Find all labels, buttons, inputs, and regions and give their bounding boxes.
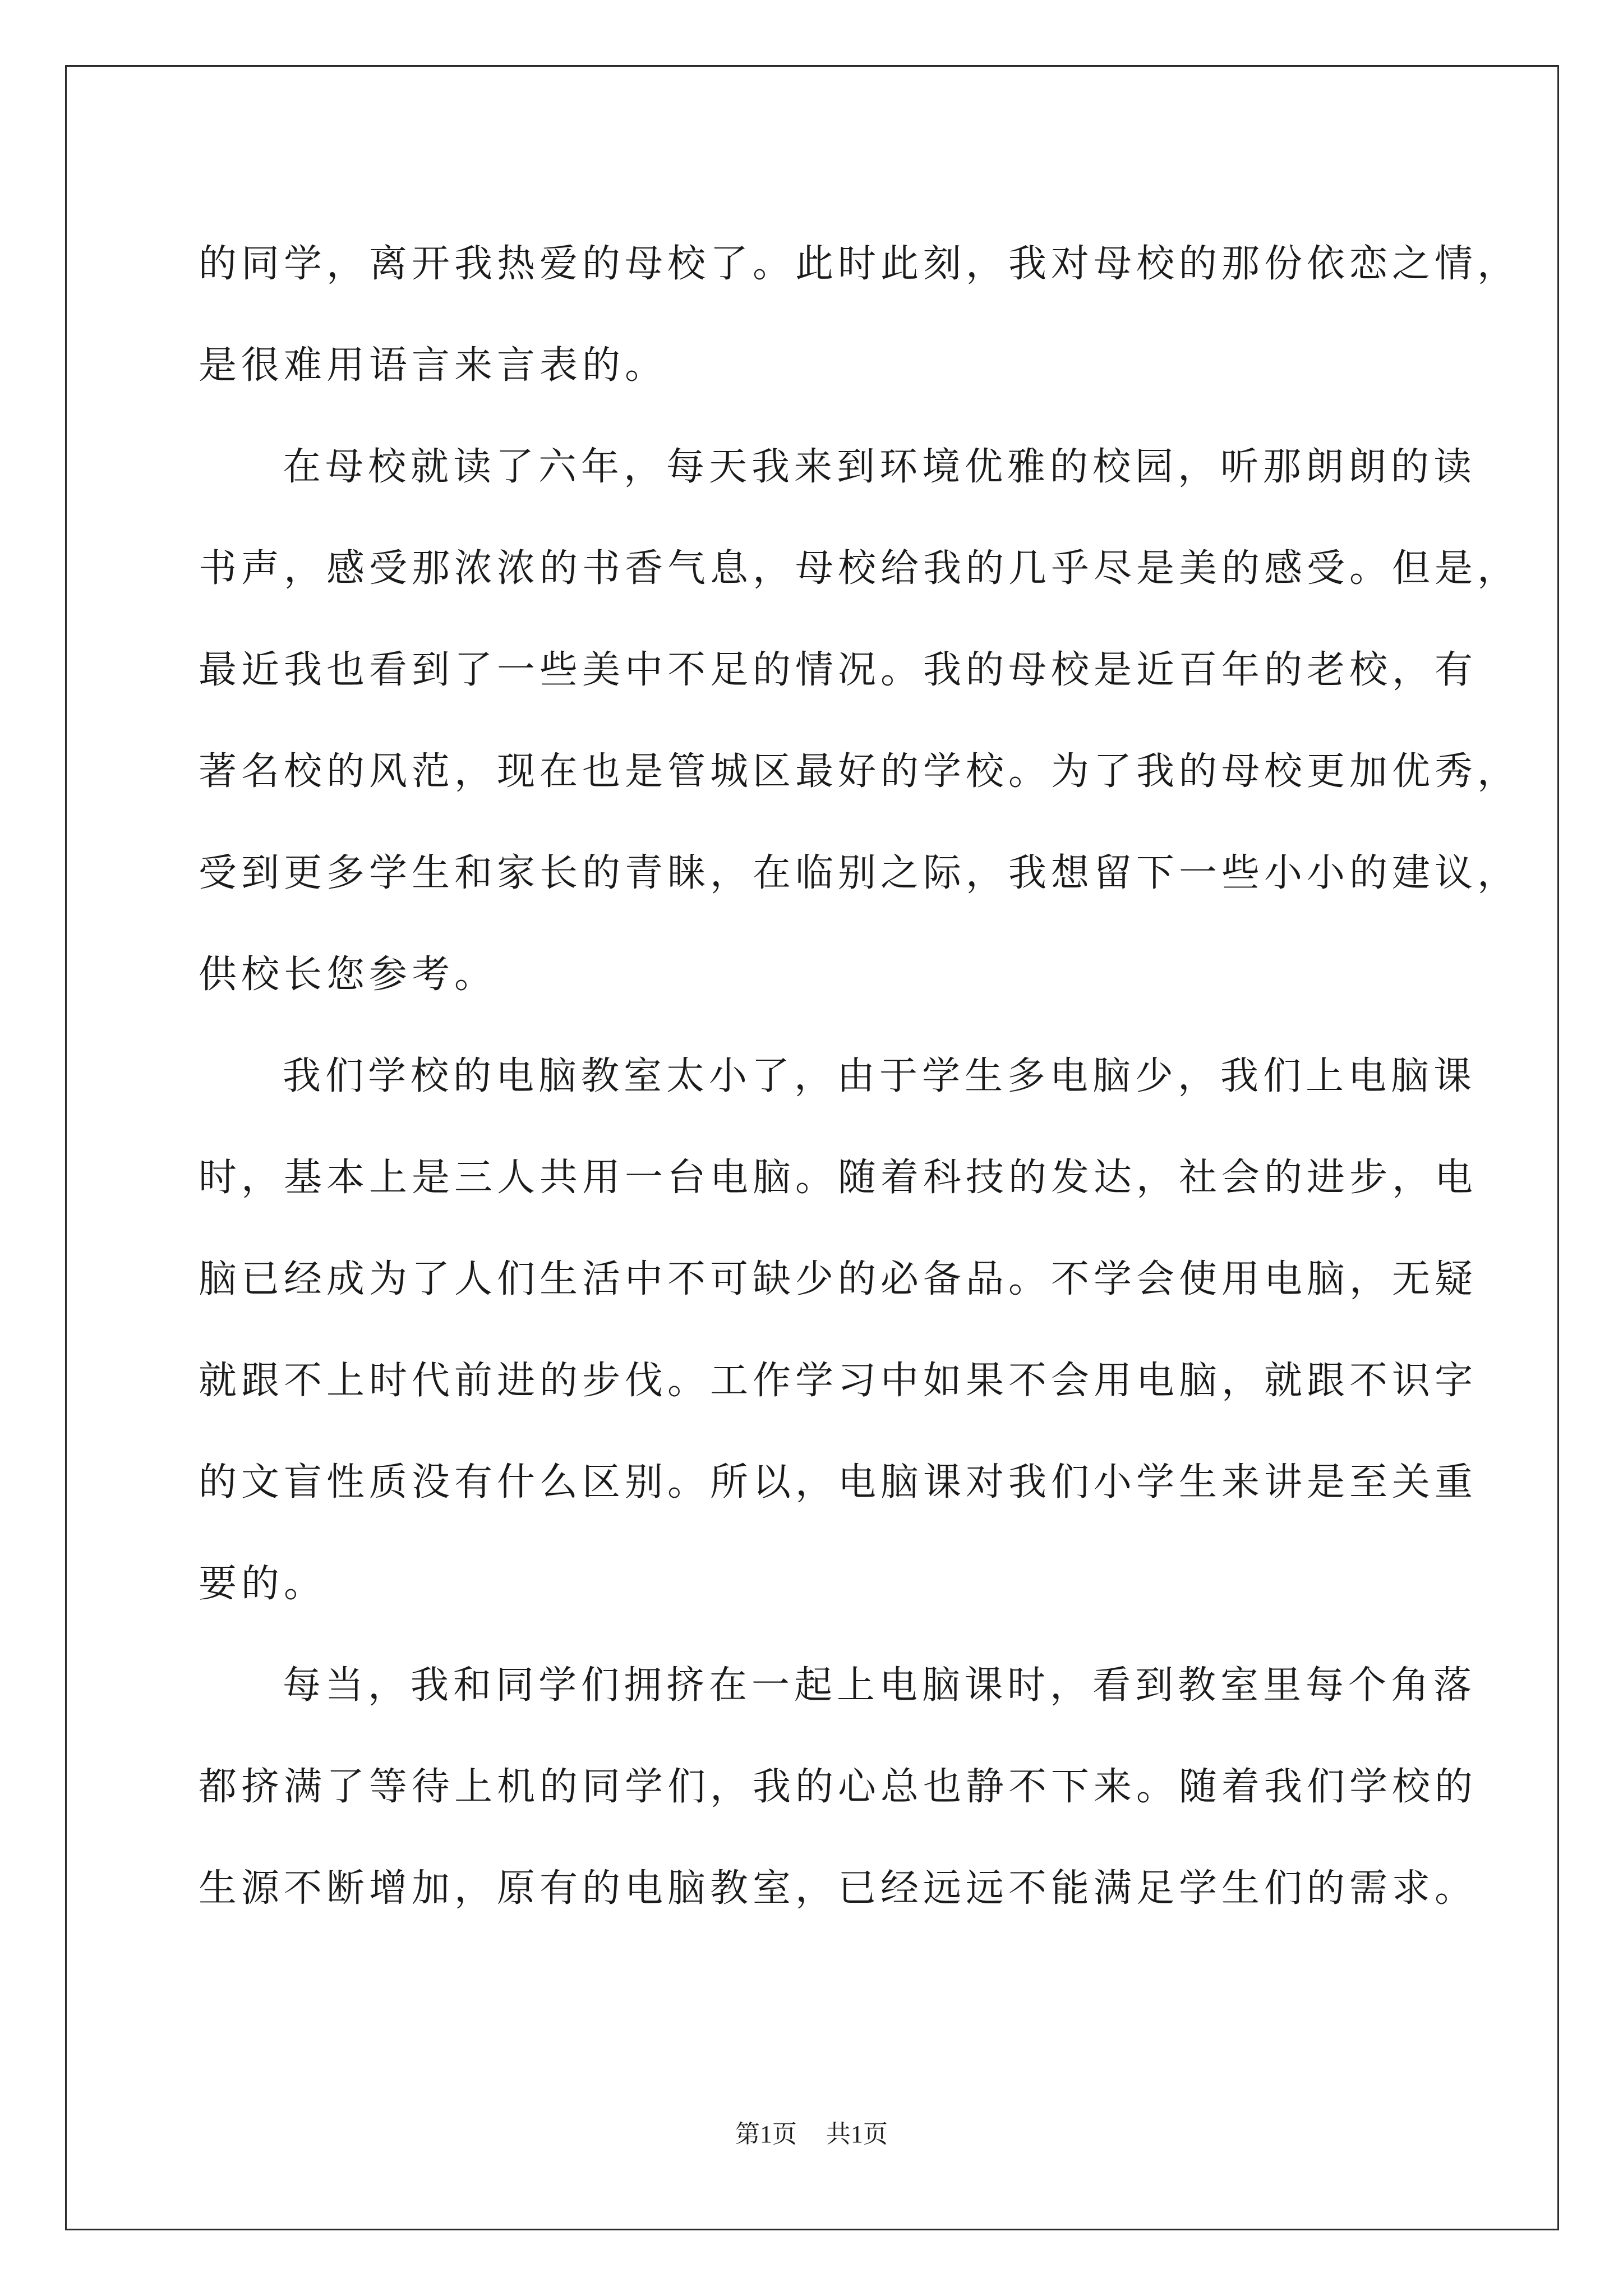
text-line-5: 最近我也看到了一些美中不足的情况。我的母校是近百年的老校，有	[199, 648, 1478, 692]
text-line-10: 时，基本上是三人共用一台电脑。随着科技的发达，社会的进步，电	[199, 1156, 1478, 1200]
text-line-7: 受到更多学生和家长的青睐，在临别之际，我想留下一些小小的建议，	[199, 851, 1520, 895]
text-line-11: 脑已经成为了人们生活中不可缺少的必备品。不学会使用电脑，无疑	[199, 1257, 1478, 1301]
text-line-4: 书声，感受那浓浓的书香气息，母校给我的几乎尽是美的感受。但是，	[199, 546, 1520, 591]
text-line-14: 要的。	[199, 1562, 327, 1606]
document-body	[199, 213, 1520, 1939]
text-line-13: 的文盲性质没有什么区别。所以，电脑课对我们小学生来讲是至关重	[199, 1460, 1478, 1504]
page-total-label: 共1页	[826, 2120, 888, 2148]
text-line-1: 的同学，离开我热爱的母校了。此时此刻，我对母校的那份依恋之情，	[199, 242, 1520, 286]
text-line-9: 我们学校的电脑教室太小了，由于学生多电脑少，我们上电脑课	[283, 1054, 1477, 1098]
text-line-15: 每当，我和同学们拥挤在一起上电脑课时，看到教室里每个角落	[283, 1663, 1477, 1708]
text-line-6: 著名校的风范，现在也是管城区最好的学校。为了我的母校更加优秀，	[199, 749, 1520, 794]
text-line-17: 生源不断增加，原有的电脑教室，已经远远不能满足学生们的需求。	[199, 1866, 1478, 1911]
text-line-12: 就跟不上时代前进的步伐。工作学习中如果不会用电脑，就跟不识字	[199, 1359, 1478, 1403]
text-line-8: 供校长您参考。	[199, 953, 497, 997]
text-line-16: 都挤满了等待上机的同学们，我的心总也静不下来。随着我们学校的	[199, 1765, 1478, 1809]
page-number-label: 第1页	[735, 2120, 797, 2148]
text-line-3: 在母校就读了六年，每天我来到环境优雅的校园，听那朗朗的读	[283, 445, 1477, 489]
page-footer	[0, 2114, 1623, 2150]
text-line-2: 是很难用语言来言表的。	[199, 343, 668, 388]
